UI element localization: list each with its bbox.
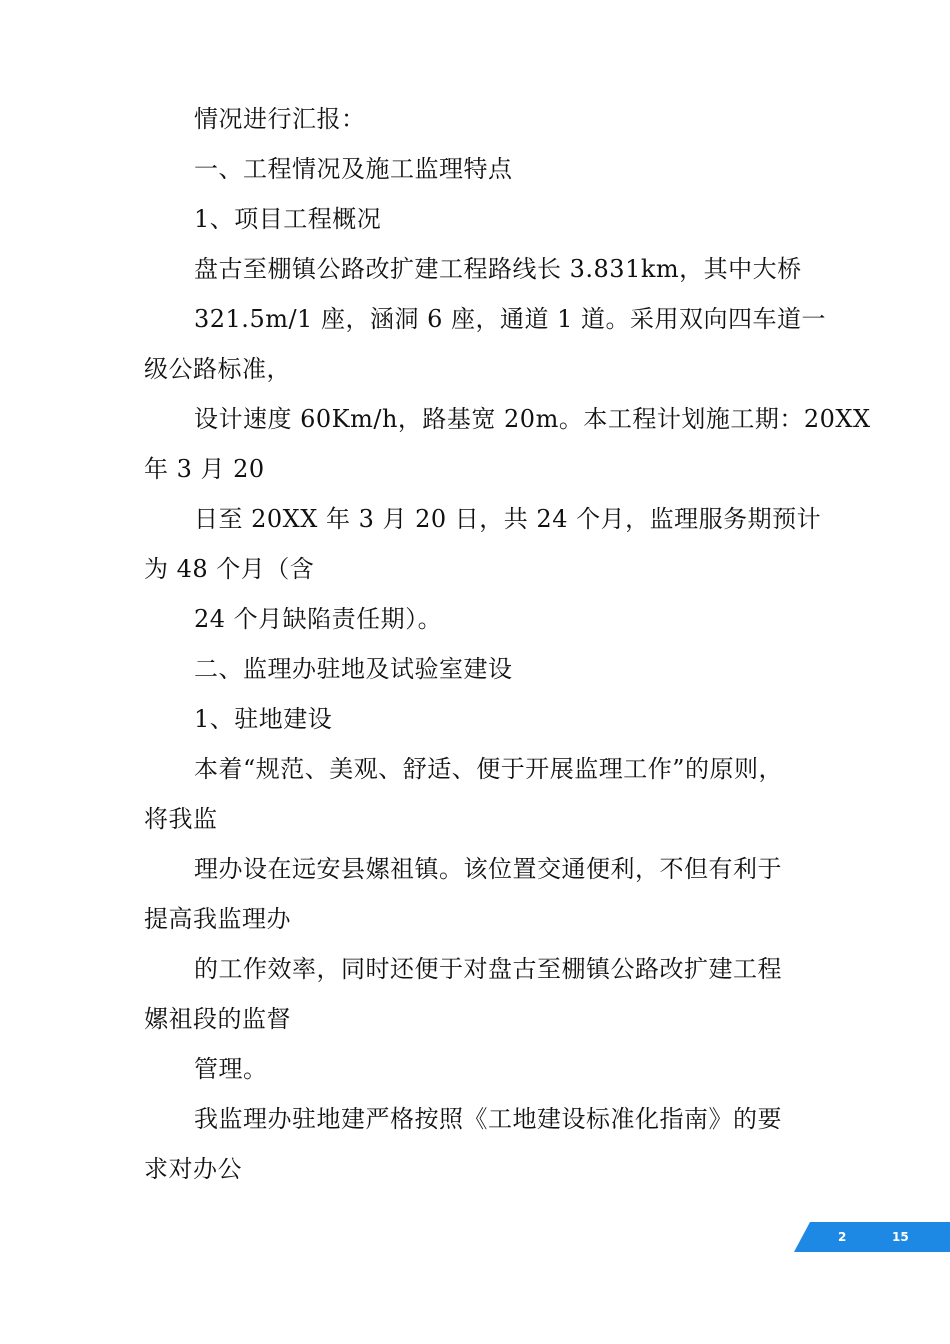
paragraph-line: 管理。 [194, 1055, 268, 1083]
paragraph-line: 情况进行汇报： [194, 105, 366, 133]
paragraph-line: 求对办公 [144, 1155, 242, 1183]
section-heading: 二、监理办驻地及试验室建设 [194, 655, 513, 683]
paragraph-line: 的工作效率，同时还便于对盘古至棚镇公路改扩建工程 [194, 955, 782, 983]
total-pages-number: 15 [892, 1230, 909, 1244]
subsection-heading: 1、项目工程概况 [194, 205, 382, 233]
subsection-heading: 1、驻地建设 [194, 705, 333, 733]
section-heading: 一、工程情况及施工监理特点 [194, 155, 513, 183]
paragraph-line: 年 3 月 20 [144, 455, 265, 483]
paragraph-line: 日至 20XX 年 3 月 20 日，共 24 个月，监理服务期预计 [194, 505, 822, 533]
paragraph-line: 将我监 [144, 805, 218, 833]
current-page-number: 2 [838, 1230, 847, 1244]
paragraph-line: 我监理办驻地建严格按照《工地建设标准化指南》的要 [194, 1105, 782, 1133]
paragraph-line: 本着“规范、美观、舒适、便于开展监理工作”的原则， [194, 755, 784, 783]
paragraph-line: 盘古至棚镇公路改扩建工程路线长 3.831km，其中大桥 [194, 255, 802, 283]
paragraph-line: 嫘祖段的监督 [144, 1005, 291, 1033]
paragraph-line: 24 个月缺陷责任期）。 [194, 605, 443, 633]
page-number-badge [794, 1222, 950, 1252]
paragraph-line: 为 48 个月（含 [144, 555, 315, 583]
page-badge-shape [794, 1222, 950, 1252]
paragraph-line: 级公路标准， [144, 355, 291, 383]
paragraph-line: 321.5m/1 座，涵洞 6 座，通道 1 道。采用双向四车道一 [194, 305, 827, 333]
paragraph-line: 提高我监理办 [144, 905, 291, 933]
paragraph-line: 设计速度 60Km/h，路基宽 20m。本工程计划施工期：20XX [194, 405, 871, 433]
paragraph-line: 理办设在远安县嫘祖镇。该位置交通便利，不但有利于 [194, 855, 782, 883]
